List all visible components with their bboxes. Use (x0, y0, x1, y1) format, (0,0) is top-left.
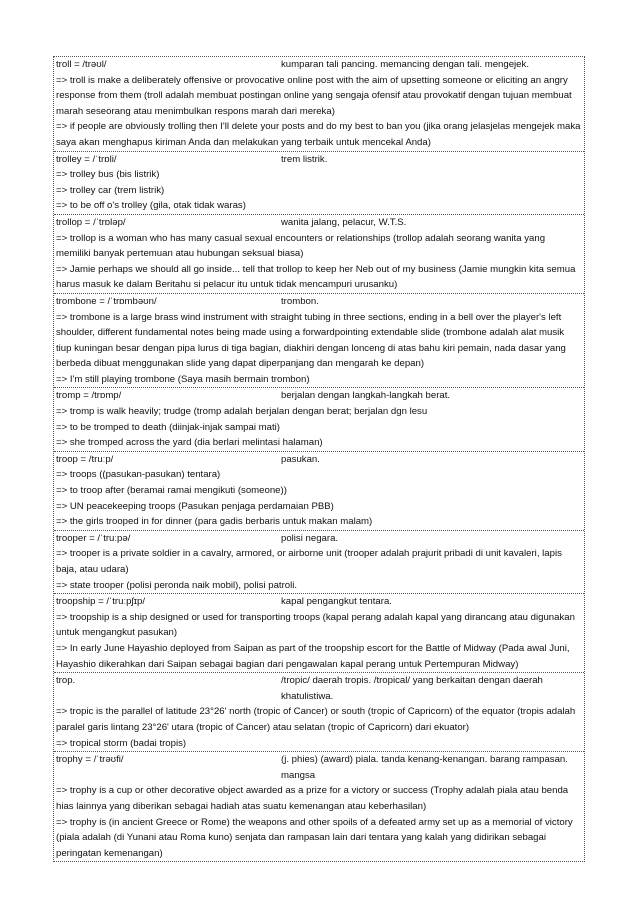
entry-headword: troop = /truːp/ (56, 453, 114, 465)
entry-headword: trop. (56, 675, 76, 687)
dictionary-entry (54, 752, 584, 861)
entry-headline (56, 57, 582, 73)
entry-headword: trombone = /ˈtrɒmbəʊn/ (56, 295, 157, 307)
entry-example-line: => troopship is a ship designed or used for transporting troops (kapal perang adalah kapal yang dirancang atau digunakan untuk mengangkut pasukan) (56, 611, 575, 639)
entry-example-line: => trolley car (trem listrik) (56, 184, 165, 196)
dictionary-entry (54, 673, 584, 752)
entry-example-line: => UN peacekeeping troops (Pasukan penjaga perdamaian PBB) (56, 500, 334, 512)
entry-headword: troll = /trəʊl/ (56, 59, 107, 70)
dictionary-entry (54, 294, 584, 389)
entry-example-line: => tropic is the parallel of latitude 23°26ʹ north (tropic of Cancer) or south (tropic of Capricorn) of the equator (tropis adalah paralel garis lintang 23°26ʹ utara (tropic of Cancer) atau selatan (tropic of Capricorn) dari ekuator) (56, 706, 576, 733)
entry-example-line: => state trooper (polisi peronda naik mobil), polisi patroli. (56, 579, 298, 591)
entry-example-line: => In early June Hayashio deployed from Saipan as part of the troopship escort for the Battle of Midway (Pada awal Juni, Hayashio dikerahkan dari Saipan sebagai bagian dari pengawalan kapal perang untuk Pertempuran Midway) (56, 642, 570, 670)
entry-headline (56, 215, 582, 231)
dictionary-entry (54, 594, 584, 673)
dictionary-entry (54, 152, 584, 215)
entry-translation: polisi negara. (281, 532, 339, 544)
entry-headword: tromp = /trɒmp/ (56, 390, 122, 402)
entry-example-line: => trooper is a private soldier in a cavalry, armored, or airborne unit (trooper adalah prajurit pribadi di unit kavaleri, lapis baja, atau udara) (56, 548, 562, 575)
dictionary-document (53, 56, 585, 862)
entry-translation: /tropic/ daerah tropis. /tropical/ yang berkaitan dengan daerah khatulistiwa. (281, 675, 543, 702)
entry-example-line: => to be off o's trolley (gila, otak tidak waras) (56, 200, 246, 212)
entry-headword: troopship = /ˈtruːpʃɪp/ (56, 596, 146, 608)
entry-example-line: => trombone is a large brass wind instrument with straight tubing in three sections, ending in a bell over the player's left shoulder, different fundamental notes being made using a forwardpointing extendable slide (trombone adalah alat musik tiup kuningan besar dengan pipa lurus di tiga bagian, diakhiri dengan lonceng di atas bahu kiri pemain, nada dasar yang berbeda dibuat menggunakan slide yang dapat diperpanjang dan mengarah ke depan) (56, 311, 566, 370)
entry-example-line: => troops ((pasukan-pasukan) tentara) (56, 469, 221, 481)
dictionary-entry (54, 452, 584, 531)
entry-example-line: => trollop is a woman who has many casual sexual encounters or relationships (trollop adalah seorang wanita yang memiliki banyak pertemuan atau hubungan seksual biasa) (56, 232, 546, 260)
entry-headline (56, 152, 582, 168)
entry-headline (56, 388, 582, 404)
dictionary-entry (54, 388, 584, 451)
entry-example-line: => troll is make a deliberately offensive or provocative online post with the aim of upsetting someone or eliciting an angry response from them (troll adalah membuat postingan online yang sengaja ofensif atau provokatif dengan tujuan membuat marah seseorang atau menimbulkan respons marah dari mereka) (56, 74, 572, 117)
entry-example-line: => if people are obviously trolling then I'll delete your posts and do my best to ban you (jika orang jelasjelas mengejek maka saya akan menghapus kiriman Anda dan melakukan yang terbaik untuk mencekal Anda) (56, 121, 581, 148)
entry-example-line: => I'm still playing trombone (Saya masih bermain trombon) (56, 373, 310, 385)
entry-example-line: => she tromped across the yard (dia berlari melintasi halaman) (56, 437, 323, 449)
entry-translation: wanita jalang, pelacur, W.T.S. (281, 216, 407, 228)
entry-translation: berjalan dengan langkah-langkah berat. (281, 390, 451, 402)
entry-headword: trophy = /ˈtrəʊfi/ (56, 754, 124, 766)
entry-headword: trooper = /ˈtruːpə/ (56, 532, 131, 544)
entry-headline (56, 673, 582, 704)
entry-headline (56, 752, 582, 783)
entry-example-line: => the girls trooped in for dinner (para gadis berbaris untuk makan malam) (56, 516, 373, 528)
entry-example-line: => trophy is a cup or other decorative object awarded as a prize for a victory or success (Trophy adalah piala atau benda hias lainnya yang diberikan sebagai hadiah atas suatu kemenangan atau keberhasilan) (56, 785, 569, 812)
entry-translation: pasukan. (281, 453, 320, 465)
entry-translation: kumparan tali pancing. memancing dengan tali. mengejek. (281, 59, 529, 70)
entry-headword: trollop = /ˈtrɒləp/ (56, 216, 126, 228)
entry-example-line: => tromp is walk heavily; trudge (tromp adalah berjalan dengan berat; berjalan dgn lesu (56, 406, 428, 418)
entry-headline (56, 594, 582, 610)
entry-headline (56, 531, 582, 547)
entry-example-line: => Jamie perhaps we should all go inside... tell that trollop to keep her Neb out of my business (Jamie mungkin kita semua harus masuk ke dalam Beritahu si pelacur itu untuk tidak mencampuri urusanku) (56, 263, 576, 291)
entry-example-line: => trolley bus (bis listrik) (56, 169, 160, 181)
entry-translation: kapal pengangkut tentara. (281, 596, 392, 608)
entry-translation: trem listrik. (281, 153, 328, 165)
entry-headline (56, 294, 582, 310)
entry-headword: trolley = /ˈtrɒli/ (56, 153, 117, 165)
entry-example-line: => tropical storm (badai tropis) (56, 737, 187, 749)
entry-headline (56, 452, 582, 468)
entry-translation: (j. phies) (award) piala. tanda kenang-kenangan. barang rampasan. mangsa (281, 754, 568, 781)
dictionary-entry (54, 531, 584, 594)
entry-translation: trombon. (281, 295, 319, 307)
entry-example-line: => trophy is (in ancient Greece or Rome) the weapons and other spoils of a defeated army set up as a memorial of victory (piala adalah (di Yunani atau Roma kuno) senjata dan rampasan lain dari tentara yang kalah yang didirikan sebagai peringatan kemenangan) (56, 816, 573, 859)
dictionary-entry (54, 57, 584, 152)
dictionary-entry (54, 215, 584, 294)
entry-example-line: => to be tromped to death (diinjak-injak sampai mati) (56, 421, 280, 433)
entry-example-line: => to troop after (beramai ramai mengikuti (someone)) (56, 485, 287, 497)
